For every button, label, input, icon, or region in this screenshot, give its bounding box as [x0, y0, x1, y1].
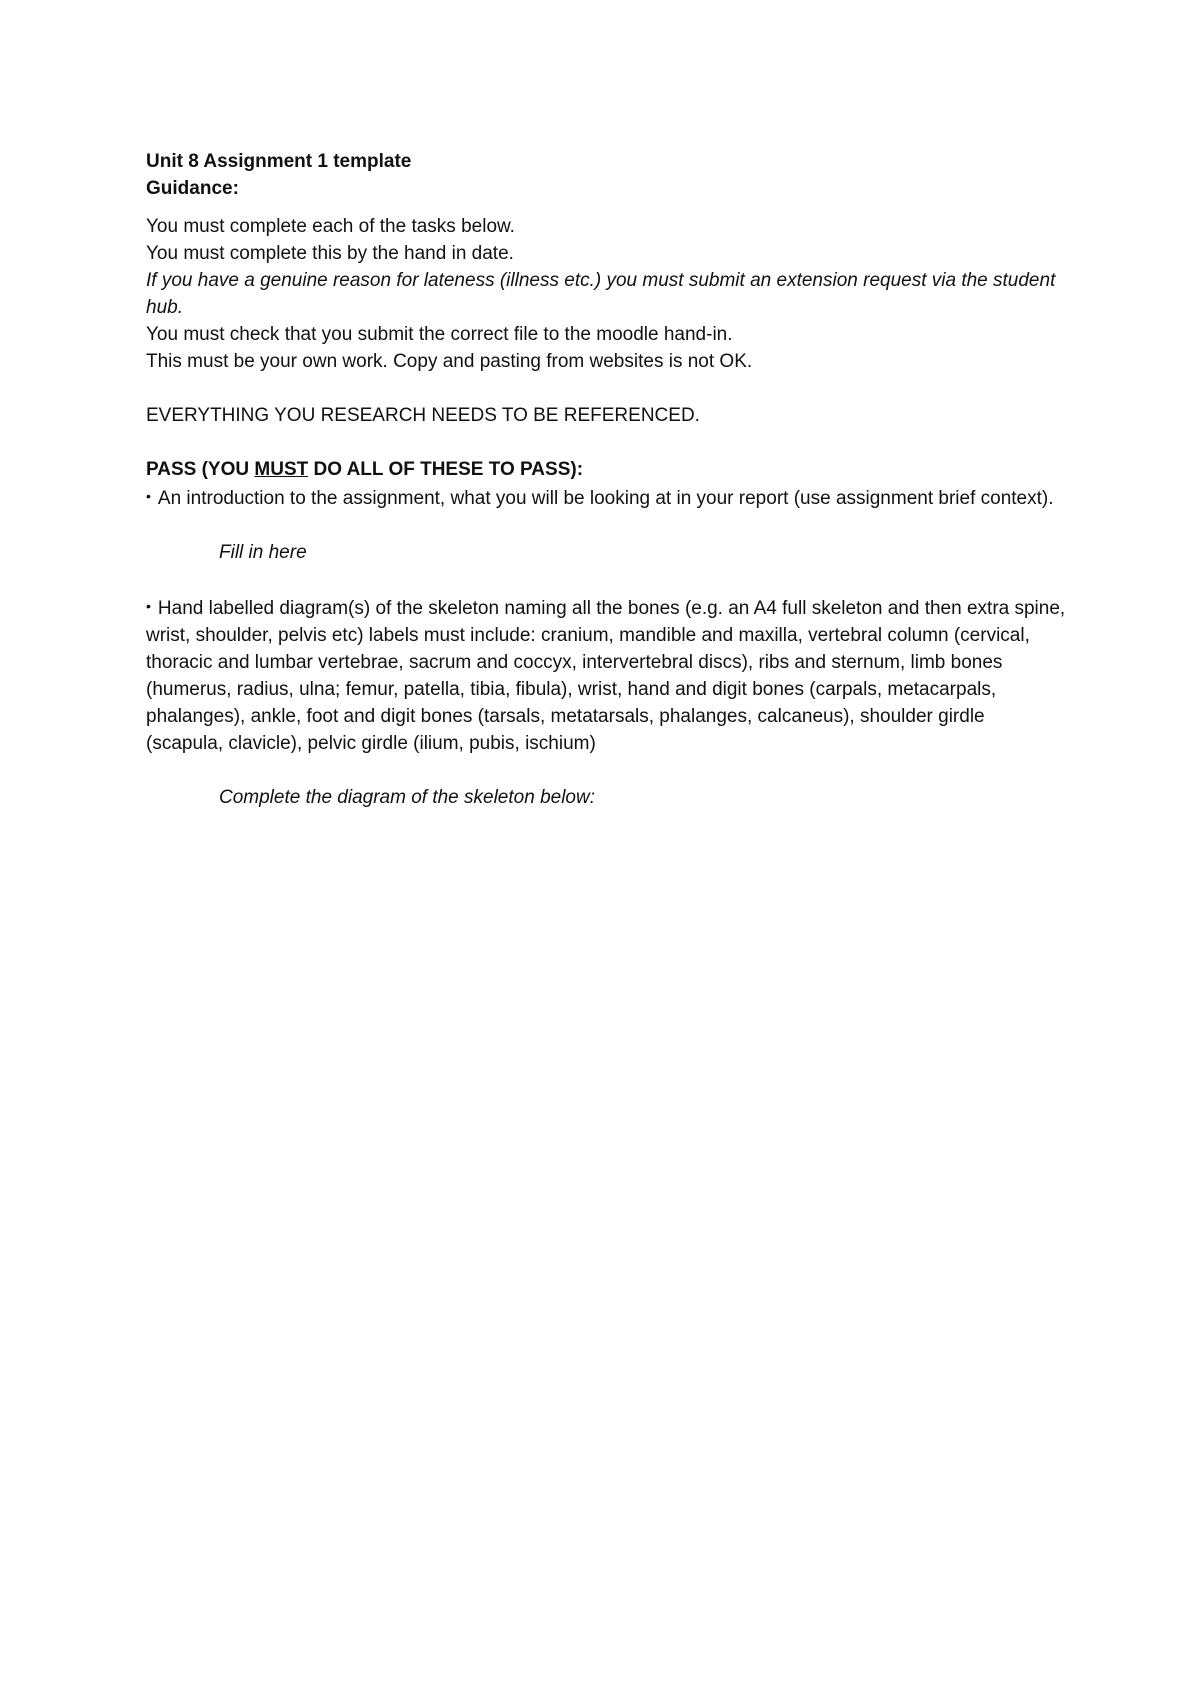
- guidance-line: You must complete this by the hand in date.: [146, 243, 514, 264]
- task-item: [146, 593, 1066, 757]
- pass-heading: [146, 456, 1066, 483]
- guidance-line: You must check that you submit the correct file to the moodle hand-in.: [146, 324, 733, 345]
- bullet-icon: •: [146, 488, 151, 504]
- document-body: [146, 148, 1066, 811]
- reference-notice: EVERYTHING YOU RESEARCH NEEDS TO BE REFERENCED.: [146, 405, 700, 426]
- pass-heading-start: PASS (YOU: [146, 459, 255, 480]
- task-item: [146, 483, 1066, 512]
- guidance-line-extension: If you have a genuine reason for lateness (illness etc.) you must submit an extension request via the student hub.: [146, 270, 1056, 318]
- spacer: [146, 757, 1066, 784]
- spacer: [146, 375, 1066, 402]
- bullet-icon: •: [146, 598, 151, 614]
- guidance-line: This must be your own work. Copy and pasting from websites is not OK.: [146, 351, 753, 372]
- pass-heading-end: DO ALL OF THESE TO PASS):: [308, 459, 584, 480]
- spacer: [146, 566, 1066, 593]
- task-instruction: Fill in here: [219, 542, 307, 563]
- guidance-line: You must complete each of the tasks below.: [146, 216, 515, 237]
- spacer: [146, 202, 1066, 213]
- task-text: Hand labelled diagram(s) of the skeleton naming all the bones (e.g. an A4 full skeleton and then extra spine, wrist, shoulder, pelvis etc) labels must include: cranium, mandible and maxilla, vertebral column (cervical, thoracic and lumbar vertebrae, sacrum and coccyx, intervertebral discs), ribs and sternum, limb bones (humerus, radius, ulna; femur, patella, tibia, fibula), wrist, hand and digit bones (carpals, metacarpals, phalanges), ankle, foot and digit bones (tarsals, metatarsals, phalanges, calcaneus), shoulder girdle (scapula, clavicle), pelvic girdle (ilium, pubis, ischium): [146, 598, 1066, 754]
- pass-heading-emphasis: MUST: [254, 459, 309, 480]
- task-text: An introduction to the assignment, what you will be looking at in your report (use assignment brief context).: [157, 488, 1054, 509]
- task-instruction: Complete the diagram of the skeleton below:: [219, 787, 595, 808]
- spacer: [146, 512, 1066, 539]
- guidance-heading: Guidance:: [146, 178, 239, 199]
- document-title: Unit 8 Assignment 1 template: [146, 151, 412, 172]
- spacer: [146, 429, 1066, 456]
